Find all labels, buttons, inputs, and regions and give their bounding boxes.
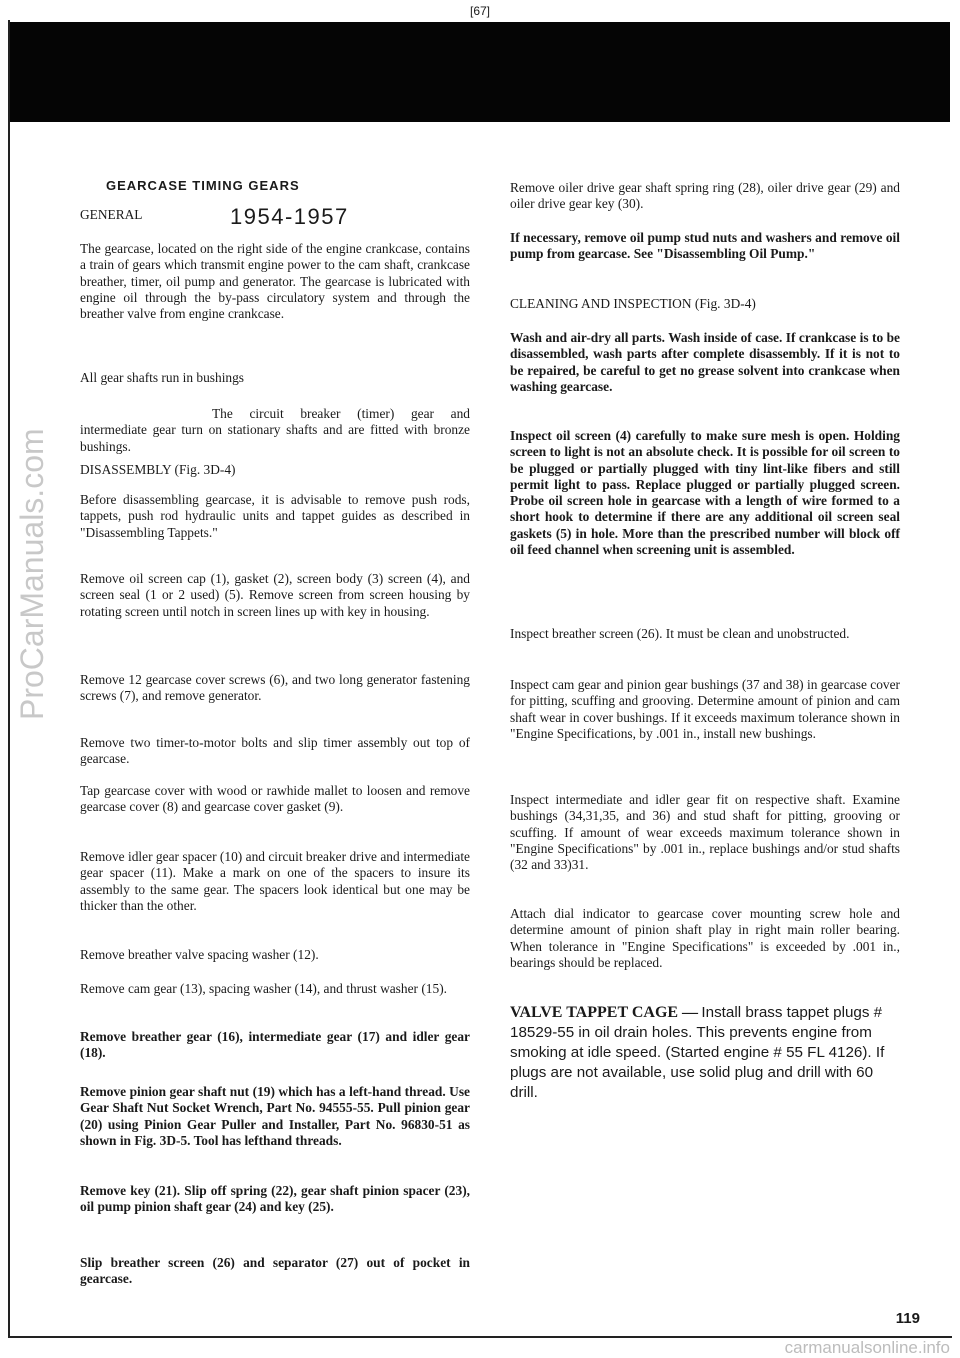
paragraph: Remove idler gear spacer (10) and circuit breaker drive and intermediate gear spacer (11). Make a mark on one of the spacers to insure its assembly to the same gear. The spacers look identical but one may be thicker than the other. — [80, 849, 470, 913]
paragraph: Remove oiler drive gear shaft spring ring (28), oiler drive gear (29) and oiler drive gear key (30). — [510, 180, 900, 212]
paragraph: All gear shafts run in bushings — [80, 370, 245, 385]
paragraph: Attach dial indicator to gearcase cover mounting screw hole and determine amount of pinion shaft play in right main roller bearing. When tolerance in "Engine Specifications" is exceeded by .001 in., bearings should be replaced. — [510, 906, 900, 970]
valve-heading: VALVE TAPPET CAGE — — [510, 1004, 699, 1021]
paragraph: Remove two timer-to-motor bolts and slip timer assembly out top of gearcase. — [80, 735, 470, 767]
years-label: 1954-1957 — [230, 204, 349, 229]
subheading: CLEANING AND INSPECTION (Fig. 3D-4) — [510, 296, 756, 311]
paragraph: Inspect intermediate and idler gear fit on respective shaft. Examine bushings (34,31,35, and 36) and stud shaft for pitting, grooving or scuffing. If amount of wear exceeds maximum tolerance shown in "Engine Specifications" by .001 in., replace bushings and/or stud shafts (32 and 33)31. — [510, 792, 900, 873]
paragraph: Inspect cam gear and pinion gear bushings (37 and 38) in gearcase cover for pitting, scuffing and grooving. Determine amount of pinion and cam shaft wear in cover bushings. If it exceeds maximum tolerance shown in "Engine Specifications, by .001 in., install new bushings. — [510, 677, 900, 741]
paragraph: Remove cam gear (13), spacing washer (14), and thrust washer (15). — [80, 981, 448, 996]
paragraph: Slip breather screen (26) and separator (27) out of pocket in gearcase. — [80, 1255, 470, 1287]
paragraph: Remove 12 gearcase cover screws (6), and two long generator fastening screws (7), and remove generator. — [80, 672, 470, 704]
paragraph: Inspect breather screen (26). It must be clean and unobstructed. — [510, 626, 850, 641]
valve-body: Install brass tappet plugs # 18529-55 in oil drain holes. This prevents engine from smoking at idle speed. (Started engine # 55 FL 4126). If plugs are not available, use solid plug and drill with 60 drill. — [510, 1004, 885, 1101]
paragraph: Remove oil screen cap (1), gasket (2), screen body (3) screen (4), and screen seal (1 or 2 used) (5). Remove screen from screen housing by rotating screen until notch in screen lines up with key in housing. — [80, 571, 470, 619]
paragraph: The circuit breaker (timer) gear and intermediate gear turn on stationary shafts and are fitted with bronze bushings. — [80, 406, 470, 454]
paragraph: If necessary, remove oil pump stud nuts and washers and remove oil pump from gearcase. See "Disassembling Oil Pump." — [510, 230, 900, 262]
paragraph: Remove pinion gear shaft nut (19) which has a left-hand thread. Use Gear Shaft Nut Socket Wrench, Part No. 94555-55. Pull pinion gear (20) using Pinion Gear Puller and Installer, Part No. 96830-51 as shown in Fig. 3D-5. Tool has lefthand threads. — [80, 1084, 470, 1148]
paragraph: Before disassembling gearcase, it is advisable to remove push rods, tappets, push rod hydraulic units and tappet guides as described in "Disassembling Tappets." — [80, 492, 470, 540]
paragraph: The gearcase, located on the right side of the engine crankcase, contains a train of gears which transmit engine power to the cam shaft, crankcase breather, timer, oil pump and generator. The gearcase is lubricated with engine oil through the by-pass circulatory system and through the breather valve from engine crankcase. — [80, 241, 470, 322]
section-heading: GEARCASE TIMING GEARS — [106, 178, 300, 193]
paragraph: Wash and air-dry all parts. Wash inside of case. If crankcase is to be disassembled, wash parts after complete disassembly. If it is not to be repaired, be careful to get no grease solvent into crankcase when washing gearcase. — [510, 330, 900, 394]
page-number: 119 — [895, 1310, 920, 1327]
general-label: GENERAL — [80, 207, 143, 222]
left-rule — [8, 20, 10, 1338]
paragraph: Inspect oil screen (4) carefully to make sure mesh is open. Holding screen to light is not an absolute check. It is possible for oil screen to be plugged or partially plugged with tiny lint-like fibers and still permit light to pass. Replace plugged or partially plugged screen. Probe oil screen hole in gearcase with a length of wire formed to a short hook to determine if there are any additional oil screen seal gaskets (5) in hole. More than the prescribed number will block off oil feed channel when screening unit is assembled. — [510, 428, 900, 558]
bottom-watermark: carmanualsonline.info — [784, 1338, 950, 1357]
paragraph: Remove breather gear (16), intermediate gear (17) and idler gear (18). — [80, 1029, 470, 1061]
side-watermark: ProCarManuals.com — [14, 428, 50, 720]
page-label: [67] — [469, 4, 490, 18]
paragraph: Remove breather valve spacing washer (12). — [80, 947, 319, 962]
header-banner — [10, 22, 950, 122]
paragraph: Remove key (21). Slip off spring (22), gear shaft pinion spacer (23), oil pump pinion shaft gear (24) and key (25). — [80, 1183, 470, 1215]
subheading: DISASSEMBLY (Fig. 3D-4) — [80, 462, 236, 477]
paragraph: Tap gearcase cover with wood or rawhide mallet to loosen and remove gearcase cover (8) and gearcase cover gasket (9). — [80, 783, 470, 815]
valve-tappet-note — [510, 1003, 900, 1103]
